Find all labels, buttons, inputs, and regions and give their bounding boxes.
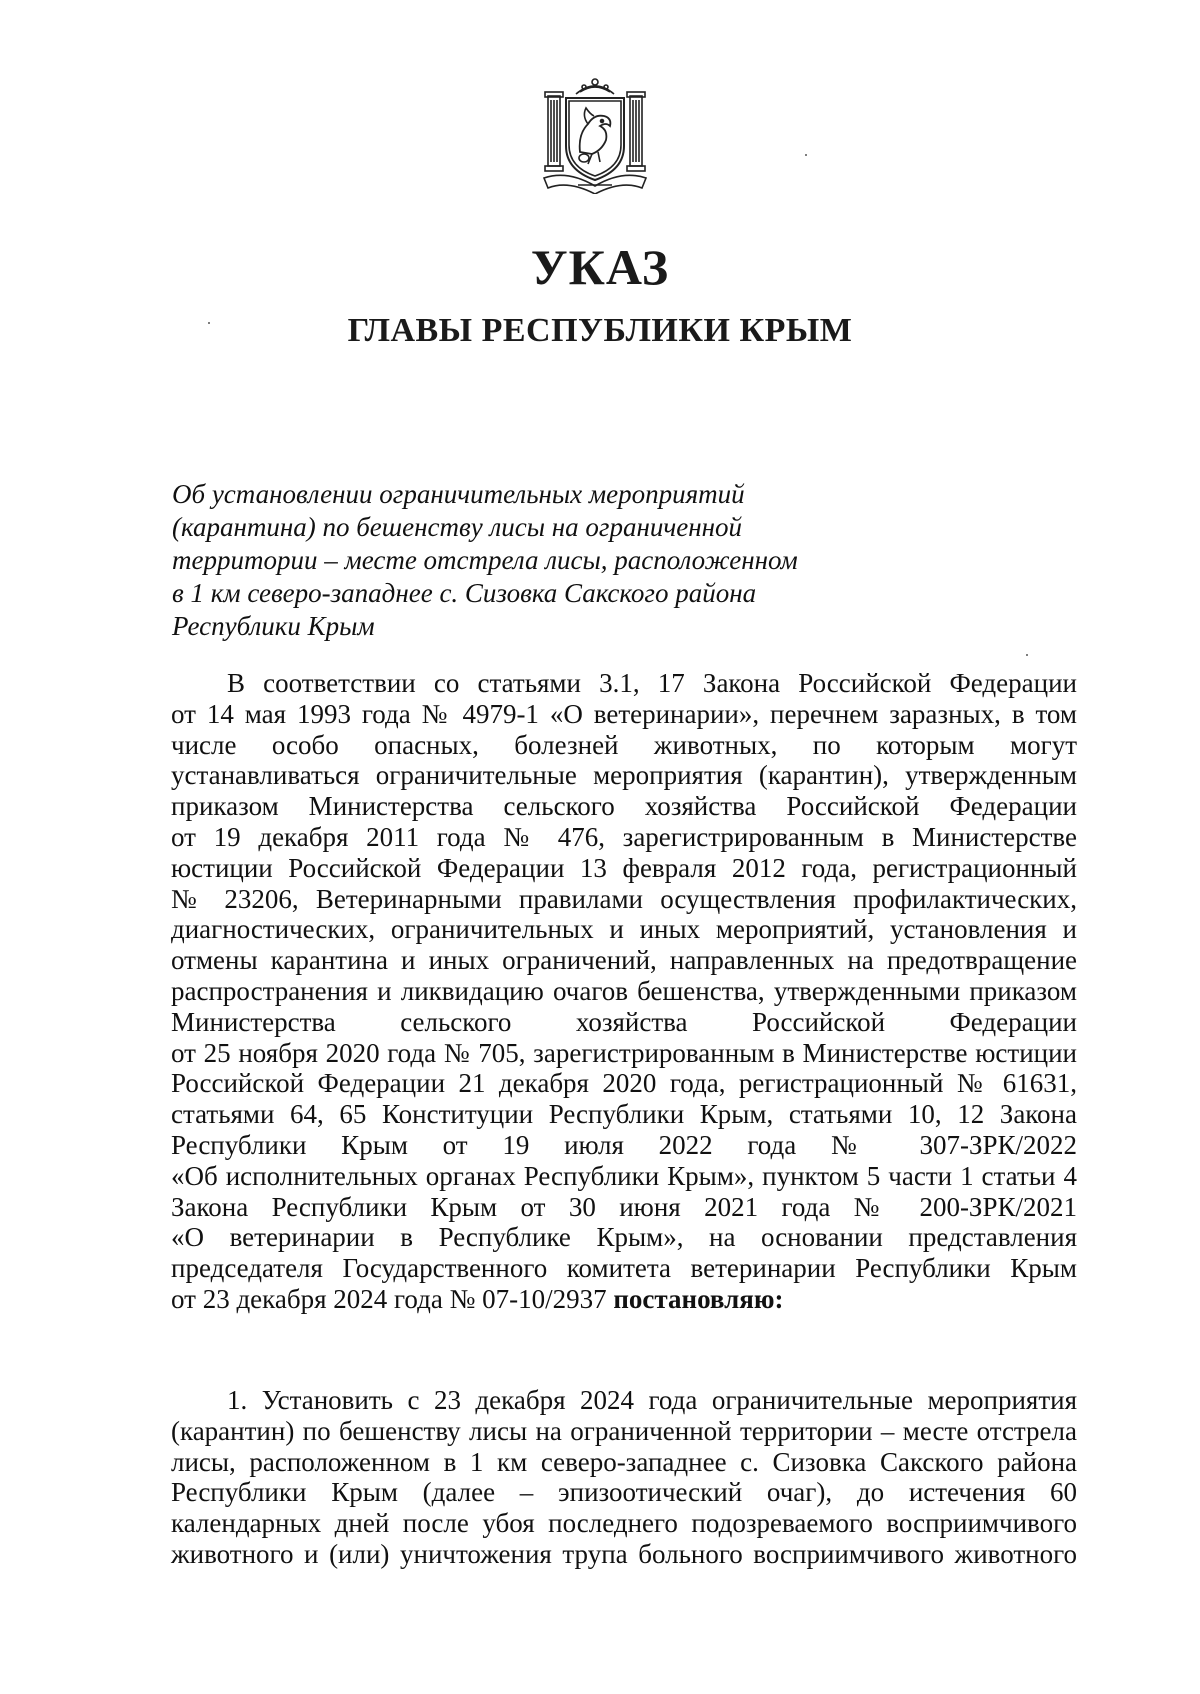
paragraph-line: Республики Крым (далее – эпизоотический очаг), до истечения 60 xyxy=(171,1477,1077,1508)
paragraph-line: «Об исполнительных органах Республики Крым», пунктом 5 части 1 статьи 4 xyxy=(171,1160,1077,1191)
document-title: УКАЗ xyxy=(530,239,670,295)
paragraph-last-line xyxy=(171,1284,1077,1315)
coat-of-arms-emblem xyxy=(538,74,652,194)
item-1-paragraph xyxy=(171,1385,1077,1570)
paragraph-line: Министерства сельского хозяйства Российской Федерации xyxy=(171,1006,1077,1037)
paragraph-line: устанавливаться ограничительные мероприятия (карантин), утвержденным xyxy=(171,760,1077,791)
preamble-paragraph xyxy=(171,668,1077,1315)
scan-speck xyxy=(1026,654,1028,656)
paragraph-line: Закона Республики Крым от 30 июня 2021 года № 200-ЗРК/2021 xyxy=(171,1191,1077,1222)
document-issuer: ГЛАВЫ РЕСПУБЛИКИ КРЫМ xyxy=(347,312,853,349)
paragraph-line: от 19 декабря 2011 года № 476, зарегистрированным в Министерстве xyxy=(171,821,1077,852)
paragraph-line: распространения и ликвидацию очагов бешенства, утвержденными приказом xyxy=(171,975,1077,1006)
paragraph-line: приказом Министерства сельского хозяйства Российской Федерации xyxy=(171,791,1077,822)
paragraph-line: диагностических, ограничительных и иных мероприятий, установления и xyxy=(171,914,1077,945)
preamble-closing-text: от 23 декабря 2024 года № 07-10/2937 xyxy=(171,1283,607,1314)
subject-line: Республики Крым xyxy=(172,611,375,641)
paragraph-line: животного и (или) уничтожения трупа больного восприимчивого животного xyxy=(171,1538,1077,1569)
paragraph-line: № 23206, Ветеринарными правилами осуществления профилактических, xyxy=(171,883,1077,914)
paragraph-line: Российской Федерации 21 декабря 2020 года, регистрационный № 61631, xyxy=(171,1068,1077,1099)
paragraph-line: 1. Установить с 23 декабря 2024 года ограничительные мероприятия xyxy=(227,1385,1077,1415)
scan-speck xyxy=(208,322,210,324)
subject-line: в 1 км северо-западнее с. Сизовка Сакского района xyxy=(172,578,757,608)
paragraph-line: «О ветеринарии в Республике Крым», на основании представления xyxy=(171,1222,1077,1253)
paragraph-line: числе особо опасных, болезней животных, по которым могут xyxy=(171,729,1077,760)
paragraph-line: В соответствии со статьями 3.1, 17 Закона Российской Федерации xyxy=(227,668,1077,698)
paragraph-line: Республики Крым от 19 июля 2022 года № 307-ЗРК/2022 xyxy=(171,1129,1077,1160)
decree-word: постановляю: xyxy=(613,1283,784,1314)
paragraph-line: председателя Государственного комитета ветеринарии Республики Крым xyxy=(171,1253,1077,1284)
paragraph-line: календарных дней после убоя последнего подозреваемого восприимчивого xyxy=(171,1508,1077,1539)
paragraph-line: от 25 ноября 2020 года № 705, зарегистрированным в Министерстве юстиции xyxy=(171,1037,1077,1068)
subject-line: (карантина) по бешенству лисы на ограниченной xyxy=(172,512,743,542)
paragraph-line: лисы, расположенном в 1 км северо-западнее с. Сизовка Сакского района xyxy=(171,1446,1077,1477)
paragraph-line: юстиции Российской Федерации 13 февраля 2012 года, регистрационный xyxy=(171,852,1077,883)
decree-subject xyxy=(172,478,892,643)
subject-line: Об установлении ограничительных мероприятий xyxy=(172,479,745,509)
paragraph-line: от 14 мая 1993 года № 4979-1 «О ветеринарии», перечнем заразных, в том xyxy=(171,698,1077,729)
paragraph-line: (карантин) по бешенству лисы на ограниченной территории – месте отстрела xyxy=(171,1415,1077,1446)
subject-line: территории – месте отстрела лисы, расположенном xyxy=(172,545,798,575)
scan-speck xyxy=(805,154,807,156)
paragraph-line: отмены карантина и иных ограничений, направленных на предотвращение xyxy=(171,945,1077,976)
paragraph-line: статьями 64, 65 Конституции Республики Крым, статьями 10, 12 Закона xyxy=(171,1099,1077,1130)
